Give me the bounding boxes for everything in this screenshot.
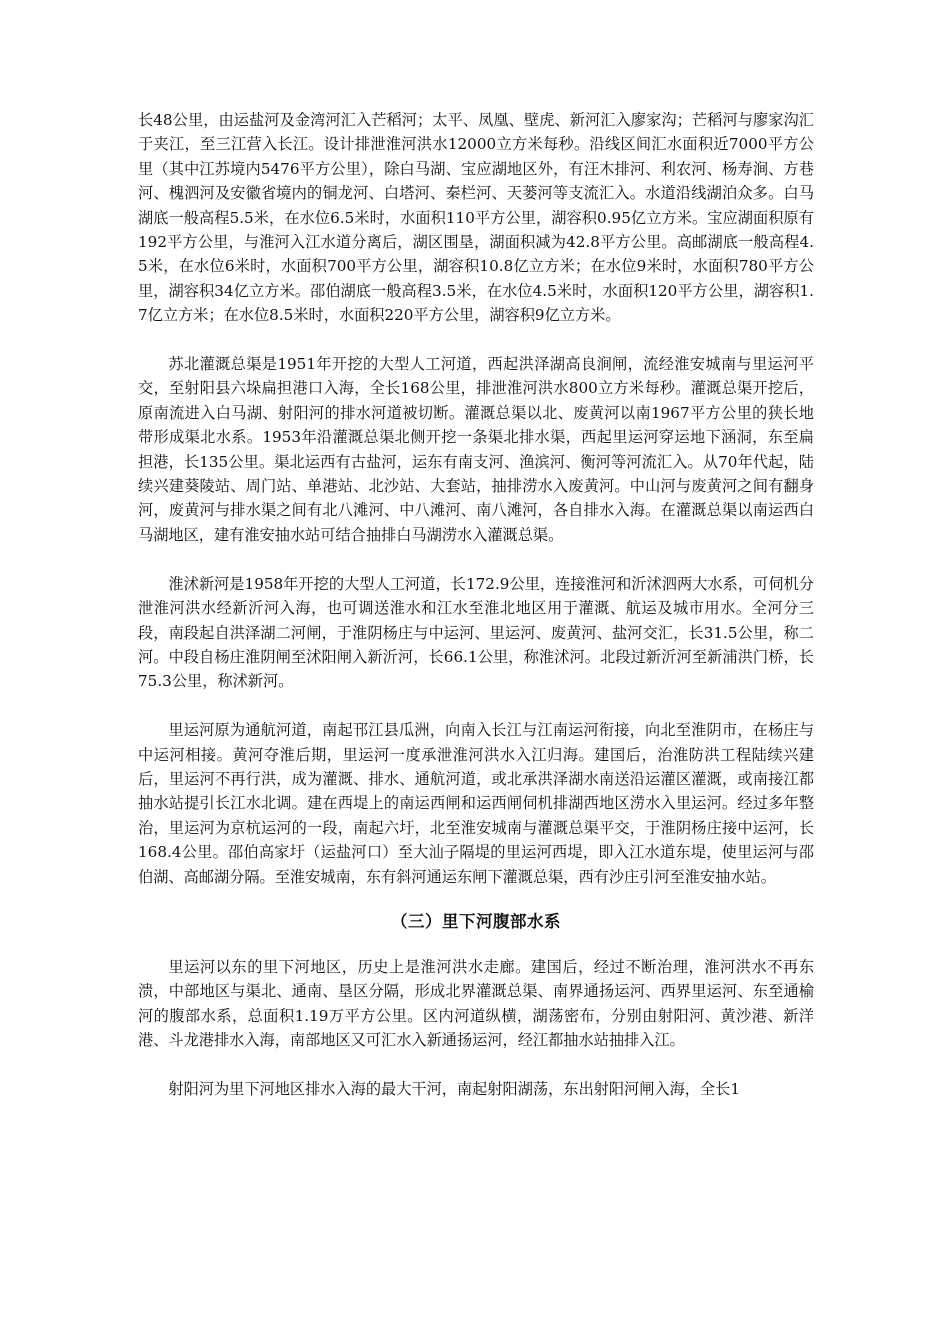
- paragraph-gap: [138, 694, 814, 718]
- paragraph-irrigation-canal: 苏北灌溉总渠是1951年开挖的大型人工河道，西起洪泽湖高良涧闸，流经淮安城南与里运河平交，至射阳县六垛扁担港口入海，全长168公里，排泄淮河洪水800立方米每秒。灌溉总渠开挖后，原南流进入白马湖、射阳河的排水河道被切断。灌溉总渠以北、废黄河以南1967平方公里的狭长地带形成渠北水系。1953年沿灌溉总渠北侧开挖一条渠北排水渠，西起里运河穿运地下涵洞，东至扁担港，长135公里。渠北运西有古盐河，运东有南支河、渔滨河、衡河等河流汇入。从70年代起，陆续兴建葵陵站、周门站、单港站、北沙站、大套站，抽排涝水入废黄河。中山河与废黄河之间有翻身河，废黄河与排水渠之间有北八滩河、中八滩河、南八滩河，各自排水入海。在灌溉总渠以南运西白马湖地区，建有淮安抽水站可结合抽排白马湖涝水入灌溉总渠。: [138, 355, 814, 544]
- document-page: [138, 108, 814, 1101]
- paragraph-huaishu-new-river: 淮沭新河是1958年开挖的大型人工河道，长172.9公里，连接淮河和沂沭泗两大水系，可伺机分泄淮河洪水经新沂河入海，也可调送淮水和江水至淮北地区用于灌溉、航运及城市用水。全河分三段，南段起自洪泽湖二河闸，于淮阴杨庄与中运河、里运河、废黄河、盐河交汇，长31.5公里，称二河。中段自杨庄淮阴闸至沭阳闸入新沂河，长66.1公里，称淮沭河。北段过新沂河至新浦洪门桥，长75.3公里，称沭新河。: [138, 574, 814, 691]
- section-gap: [138, 889, 814, 909]
- paragraph-gap: [138, 328, 814, 352]
- paragraph-lixiahe-region: 里运河以东的里下河地区，历史上是淮河洪水走廊。建国后，经过不断治理，淮河洪水不再东溃，中部地区与渠北、通南、垦区分隔，形成北界灌溉总渠、南界通扬运河、西界里运河、东至通榆河的腹部水系，总面积1.19万平方公里。区内河道纵横，湖荡密布，分别由射阳河、黄沙港、新洋港、斗龙港排水入海，南部地区又可汇水入新通扬运河，经江都抽水站抽排入江。: [138, 957, 814, 1050]
- section-gap: [138, 935, 814, 955]
- paragraph-rivers-lakes: 长48公里，由运盐河及金湾河汇入芒稻河；太平、凤凰、壁虎、新河汇入廖家沟；芒稻河与廖家沟汇于夹江，至三江营入长江。设计排泄淮河洪水12000立方米每秒。沿线区间汇水面积近7000平方公里（其中江苏境内5476平方公里），除白马湖、宝应湖地区外，有汪木排河、利农河、杨寿涧、方巷河、槐泗河及安徽省境内的铜龙河、白塔河、秦栏河、天蒌河等支流汇入。水道沿线湖泊众多。白马湖底一般高程5.5米，在水位6.5米时，水面积110平方公里，湖容积0.95亿立方米。宝应湖面积原有192平方公里，与淮河入江水道分离后，湖区围垦，湖面积减为42.8平方公里。高邮湖底一般高程4.5米，在水位6米时，水面积700平方公里，湖容积10.8亿立方米；在水位9米时，水面积780平方公里，湖容积34亿立方米。邵伯湖底一般高程3.5米，在水位4.5米时，水面积120平方公里，湖容积1.7亿立方米；在水位8.5米时，水面积220平方公里，湖容积9亿立方米。: [138, 111, 814, 325]
- paragraph-gap: [138, 1053, 814, 1077]
- paragraph-sheyang-river: 射阳河为里下河地区排水入海的最大干河，南起射阳湖荡，东出射阳河闸入海，全长1: [168, 1079, 740, 1098]
- paragraph-gap: [138, 547, 814, 571]
- paragraph-li-canal: 里运河原为通航河道，南起邗江县瓜洲，向南入长江与江南运河衔接，向北至淮阴市，在杨庄与中运河相接。黄河夺淮后期，里运河一度承泄淮河洪水入江归海。建国后，治淮防洪工程陆续兴建后，里运河不再行洪，成为灌溉、排水、通航河道，或北承洪泽湖水南送沿运灌区灌溉，或南接江都抽水站提引长江水北调。建在西堤上的南运西闸和运西闸伺机排湖西地区涝水入里运河。经过多年整治，里运河为京杭运河的一段，南起六圩，北至淮安城南与灌溉总渠平交，于淮阴杨庄接中运河，长168.4公里。邵伯高家圩（运盐河口）至大汕子隔堤的里运河西堤，即入江水道东堤，使里运河与邵伯湖、高邮湖分隔。至淮安城南，东有斜河通运东闸下灌溉总渠，西有沙庄引河至淮安抽水站。: [138, 721, 814, 886]
- section-heading: （三）里下河腹部水系: [391, 911, 561, 931]
